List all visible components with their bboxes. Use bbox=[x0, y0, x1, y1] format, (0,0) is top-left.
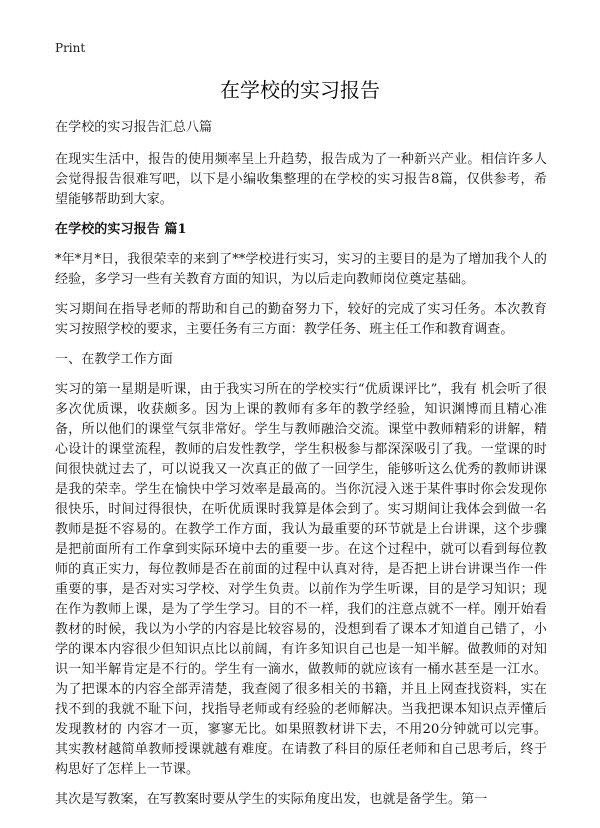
document-body bbox=[55, 118, 547, 820]
intro-paragraph: 在现实生活中，报告的使用频率呈上升趋势，报告成为了一种新兴产业。相信许多人会觉得报告很难写吧，以下是小编收集整理的在学校的实习报告8篇，仅供参考，希望能够帮助到大家。 bbox=[55, 152, 547, 207]
section-heading: 在学校的实习报告 篇1 bbox=[55, 222, 187, 237]
body-paragraph: 实习的第一星期是听课，由于我实习所在的学校实行“优质课评比”，我有 机会听了很多次优质课，收获颇多。因为上课的教师有多年的教学经验，知识渊博而且精心准备，所以他们的课堂气氛非常好。学生与教师融洽交流。课堂中教师精彩的讲解，精心设计的课堂流程，教师的启发性教学，学生积极参与都深深吸引了我。一堂课的时间很快就过去了，可以说我又一次真正的做了一回学生，能够听这么优秀的教师讲课是我的荣幸。学生在愉快中学习效率是最高的。当你沉浸入迷于某件事时你会发现你很快乐，时间过得很快，在听优质课时我算是体会到了。实习期间让我体会到做一名教师是挺不容易的。在教学工作方面，我认为最重要的环节就是上台讲课，这个步骤是把前面所有工作拿到实际环境中去的重要一步。在这个过程中，就可以看到每位教师的真正实力，每位教师是否在前面的过程中认真对待，是否把上讲台讲课当作一件重要的事，是否对实习学校、对学生负责。以前作为学生听课，目的是学习知识；现在作为教师上课，是为了学生学习。目的不一样，我们的注意点就不一样。刚开始看教材的时候，我以为小学的内容是比较容易的，没想到看了课本才知道自己错了，小学的课本内容很少但知识点比以前阔，有许多知识自己也是一知半解。做教师的对知识一知半解肯定是不行的。学生有一滴水，做教师的就应该有一桶水甚至是一江水。为了把课本的内容全部弄清楚，我查阅了很多相关的书籍，并且上网查找资料，实在找不到的我就不耻下问，找指导老师或有经验的老师解决。当我把课本知识点弄懂后发现教材的 内容才一页，寥寥无比。如果照教材讲下去，不用20分钟就可以完事。其实教材越简单教师授课就越有难度。在请教了科目的原任老师和自己思考后，终于构思好了怎样上一节课。 bbox=[55, 382, 547, 777]
paragraph-2: 实习期间在指导老师的帮助和自己的勤奋努力下，较好的完成了实习任务。本次教育实习按照学校的要求，主要任务有三方面：教学任务、班主任工作和教育调查。 bbox=[55, 302, 547, 337]
closing-paragraph: 其次是写教案，在写教案时要从学生的实际角度出发，也就是备学生。第一 bbox=[55, 792, 488, 807]
print-link[interactable]: Print bbox=[55, 41, 86, 55]
paragraph-1: *年*月*日，我很荣幸的来到了**学校进行实习，实习的主要目的是为了增加我个人的经验，多学习一些有关教育方面的知识，为以后走向教师岗位奠定基础。 bbox=[55, 252, 547, 287]
document-subtitle: 在学校的实习报告汇总八篇 bbox=[55, 120, 213, 135]
document-title: 在学校的实习报告 bbox=[220, 78, 380, 102]
sub-heading-teaching: 一、在教学工作方面 bbox=[55, 352, 173, 367]
